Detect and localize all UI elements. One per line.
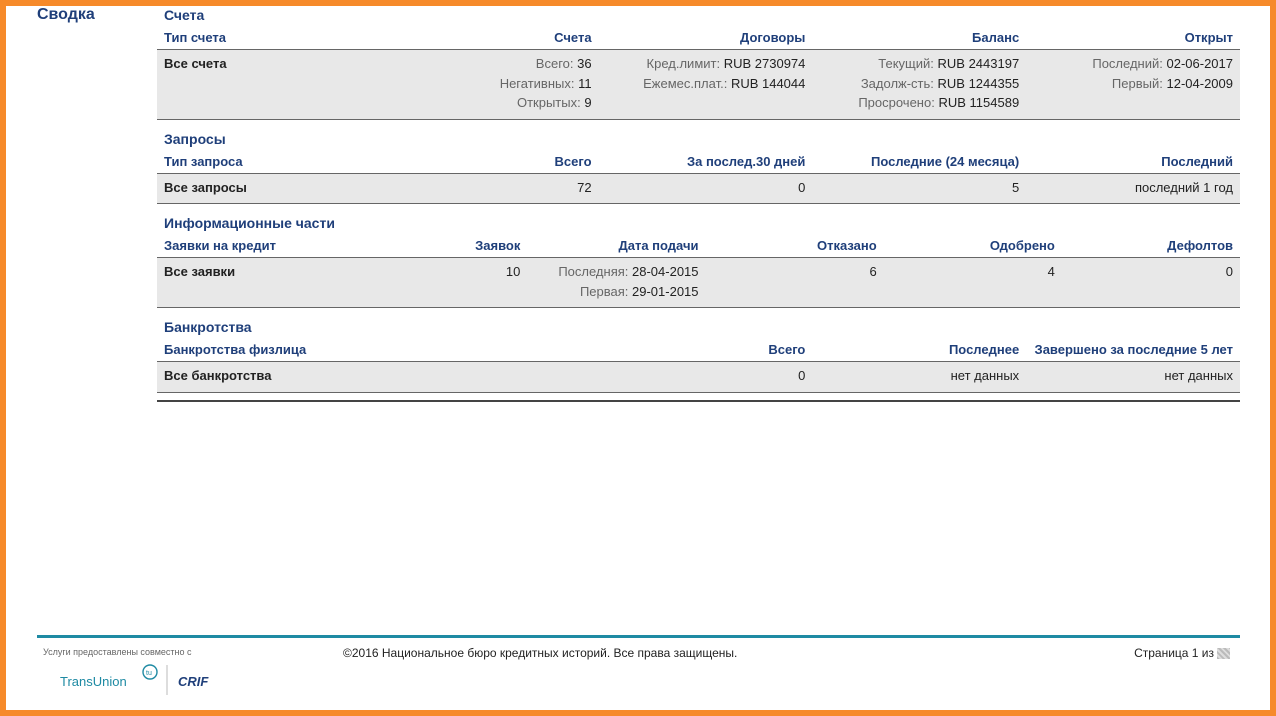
side-title: Сводка [37,6,95,23]
cell-value: 29-01-2015 [632,283,699,299]
accounts-cell [378,54,592,113]
accounts-header [157,27,1240,50]
cell-label: Всего: [535,56,574,71]
header-submit-date: Дата подачи [618,238,699,253]
cell-label: Последняя: [558,264,629,279]
accounts-title: Счета [164,7,205,23]
header-contracts: Договоры [740,30,806,45]
cell-label: Просрочено: [858,95,935,110]
cell-label: Первая: [579,283,629,299]
page-indicator [1134,646,1230,660]
cell-value: RUB 1244355 [937,75,1020,91]
transunion-logo: TransUnion [60,674,127,689]
inquiries-section [157,130,1240,205]
row-label: Все запросы [164,179,247,195]
balance-cell [805,54,1019,113]
cell-value: RUB 1154589 [938,95,1020,110]
copyright-text: ©2016 Национальное бюро кредитных историй. Все права защищены. [343,646,738,660]
header-balance: Баланс [972,30,1020,45]
inquiries-header [157,151,1240,174]
cell-label: Открытых: [516,95,581,110]
footer-divider [37,635,1240,638]
cell-value: 9 [584,95,592,110]
cell-label: Задолж-сть: [860,75,934,91]
cell-value: 0 [798,368,806,383]
header-applications: Заявок [475,238,521,253]
end-divider [157,400,1240,402]
cell-label: Первый: [1111,75,1163,91]
summary-content [157,6,1240,412]
header-last-24-months: Последние (24 месяца) [870,153,1020,169]
info-parts-header [157,235,1240,258]
partner-logos [56,661,231,697]
header-personal-bankruptcy: Банкротства физлица [164,342,307,357]
page-text: Страница 1 из [1134,646,1214,660]
table-row [157,258,1240,308]
cell-value: 02-06-2017 [1166,56,1233,71]
cell-value: 11 [578,75,592,91]
cell-label: Последний: [1092,56,1163,71]
cell-label: Кред.лимит: [646,56,721,71]
cell-value: 12-04-2009 [1166,75,1233,91]
inquiries-title: Запросы [164,130,226,147]
cell-value: 6 [869,264,877,279]
header-last: Последний [1161,153,1233,169]
row-label: Все счета [164,56,227,71]
table-row [157,50,1240,120]
cell-value: 4 [1047,264,1055,279]
accounts-section [157,6,1240,120]
header-latest: Последнее [948,342,1020,357]
dates-cell [520,262,698,301]
header-total: Всего [554,153,592,169]
info-parts-section [157,214,1240,308]
table-row [157,174,1240,205]
header-inquiry-type: Тип запроса [164,153,243,169]
header-accounts: Счета [554,30,592,45]
cell-value: RUB 144044 [730,75,806,91]
cell-label: Ежемес.плат.: [643,75,728,91]
cell-value: 28-04-2015 [632,264,699,279]
crif-logo: CRIF [178,674,209,689]
header-last-30-days: За послед.30 дней [686,153,806,169]
header-total: Всего [768,342,806,357]
header-credit-applications: Заявки на кредит [164,238,277,253]
contracts-cell [592,54,806,113]
header-account-type: Тип счета [164,30,226,45]
cell-value: 0 [1225,264,1234,279]
cell-value: 36 [577,56,592,71]
header-approved: Одобрено [989,238,1055,253]
cell-value: последний 1 год [1134,179,1233,195]
cell-label: Текущий: [878,56,934,71]
partner-text: Услуги предоставлены совместно с [43,647,192,657]
cell-value: нет данных [1164,368,1233,383]
cell-value: 0 [798,179,806,195]
bankruptcy-title: Банкротства [164,319,252,335]
table-row [157,362,1240,393]
row-label: Все заявки [164,264,236,279]
info-parts-title: Информационные части [164,215,335,231]
header-defaults: Дефолтов [1167,238,1234,253]
page-count-icon [1217,648,1230,659]
cell-value: RUB 2443197 [937,56,1020,71]
cell-value: 10 [505,264,521,279]
bankruptcy-header [157,339,1240,362]
cell-value: нет данных [950,368,1020,383]
cell-value: 5 [1011,179,1020,195]
cell-value: RUB 2730974 [723,56,806,71]
row-label: Все банкротства [164,368,272,383]
bankruptcy-section [157,318,1240,402]
header-refused: Отказано [817,238,877,253]
cell-label: Негативных: [499,75,575,91]
transunion-mark-text: tu [146,670,152,677]
header-completed-5-years: Завершено за последние 5 лет [1034,342,1233,357]
header-opened: Открыт [1184,30,1233,45]
cell-value: 72 [577,179,592,195]
opened-cell [1019,54,1233,113]
